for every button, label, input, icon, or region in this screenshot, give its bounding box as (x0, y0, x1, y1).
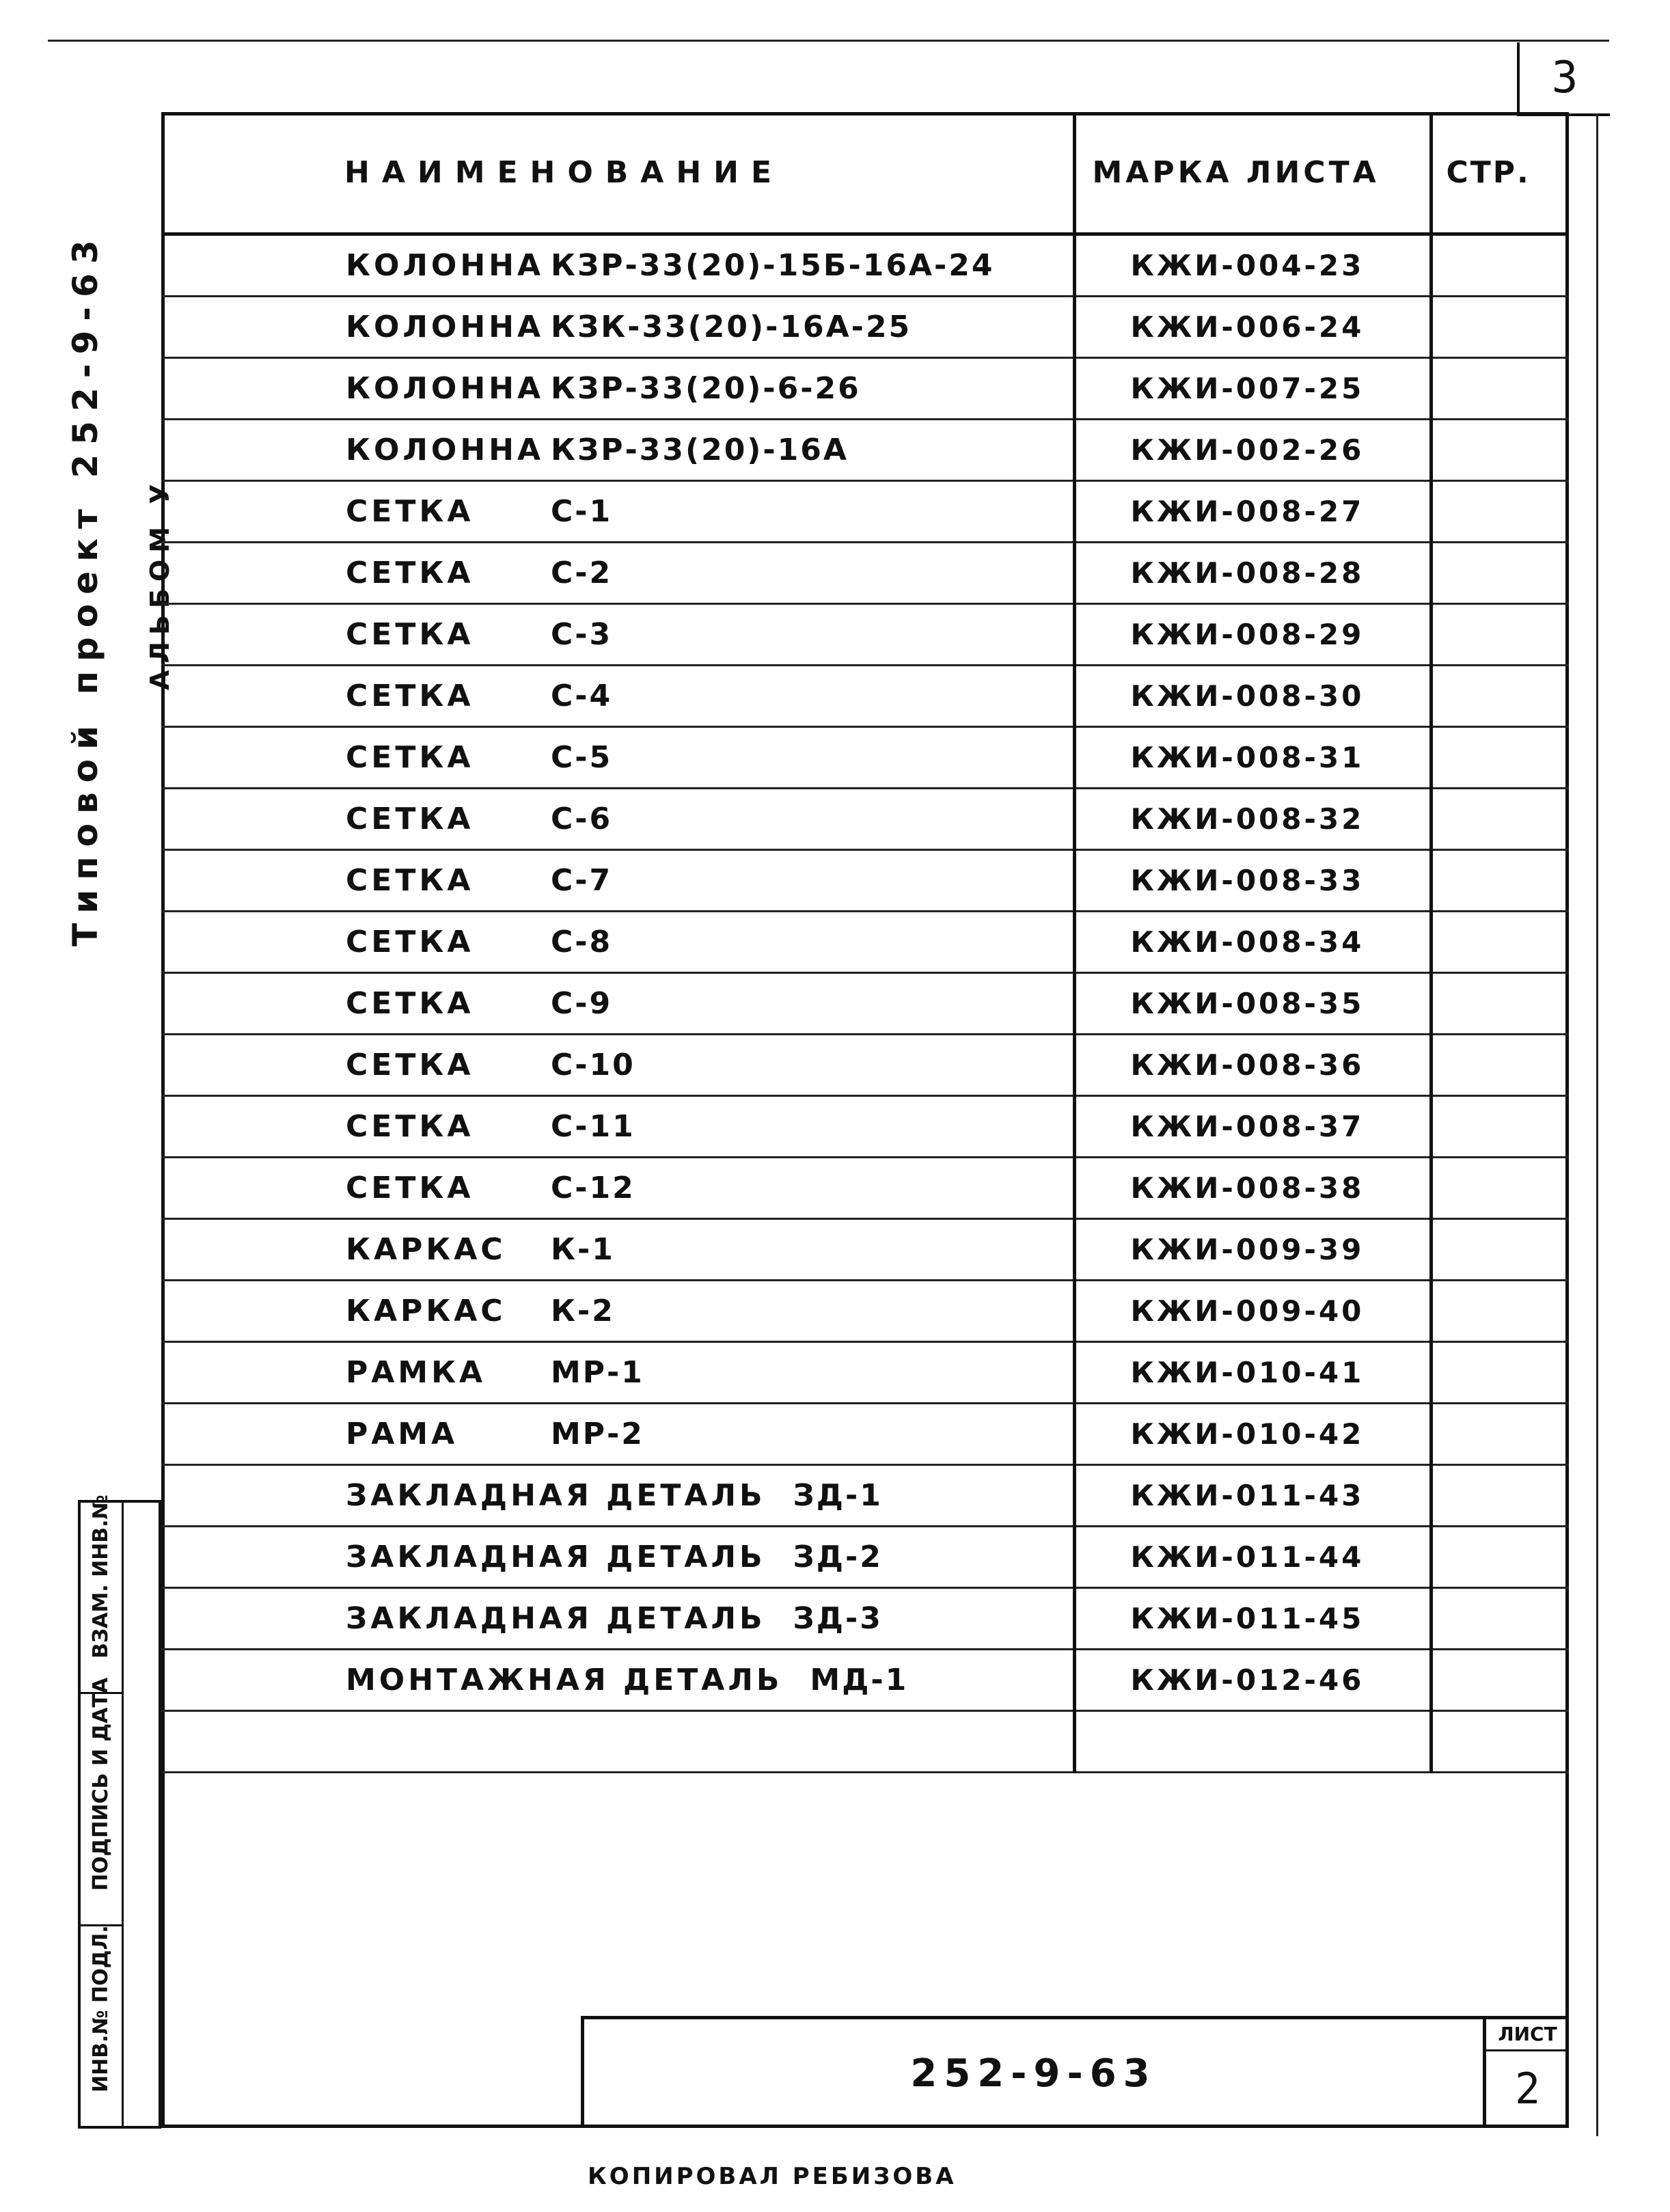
title-block-sheet (1483, 2019, 1569, 2128)
header-mark: МАРКА ЛИСТА (1074, 112, 1431, 234)
page-cell (1431, 543, 1569, 604)
item-type: СЕТКА (346, 556, 474, 590)
title-block (581, 2016, 1569, 2128)
sheet-mark: КЖИ-008-37 (1074, 1096, 1431, 1158)
table-row (161, 604, 1569, 666)
item-code: МР-1 (551, 1355, 644, 1390)
row-name-cell (161, 973, 1074, 1035)
stamp-inv-repl-label: ВЗАМ. ИНВ.№ (89, 1494, 113, 1658)
row-name-cell (161, 543, 1074, 604)
row-name-cell (161, 358, 1074, 420)
item-type: СЕТКА (346, 1048, 474, 1082)
item-code: КЗР-33(20)-15Б-16А-24 (551, 248, 995, 283)
stamp-cell-sign-date (81, 1677, 122, 1926)
item-code: С-3 (551, 617, 613, 652)
item-type: КАРКАС (346, 1294, 506, 1328)
side-album-label: АЛЬБОМ У (145, 477, 175, 690)
sheet-mark: КЖИ-010-42 (1074, 1404, 1431, 1465)
row-name-cell (161, 604, 1074, 666)
row-name-cell (161, 1219, 1074, 1281)
page-cell (1431, 912, 1569, 973)
stamp-divider (122, 1503, 124, 2126)
item-type: ЗАКЛАДНАЯ ДЕТАЛЬ (346, 1540, 766, 1574)
table-row (161, 543, 1569, 604)
item-type: КОЛОННА (346, 433, 545, 467)
sheet-mark: КЖИ-008-36 (1074, 1035, 1431, 1096)
page-cell (1431, 481, 1569, 543)
sheet-mark: КЖИ-004-23 (1074, 234, 1431, 297)
page-cell (1431, 850, 1569, 912)
table-row (161, 727, 1569, 789)
item-type: РАМКА (346, 1355, 487, 1390)
table-row (161, 1342, 1569, 1404)
item-type: СЕТКА (346, 679, 474, 713)
item-code: К-2 (551, 1294, 615, 1328)
table-row (161, 850, 1569, 912)
sheet-mark: КЖИ-008-30 (1074, 666, 1431, 727)
row-name-cell (161, 1527, 1074, 1588)
item-type: СЕТКА (346, 925, 474, 959)
item-code: С-9 (551, 986, 613, 1021)
item-code: С-6 (551, 802, 613, 836)
stamp-cell-inv-orig (81, 1926, 122, 2126)
table-row (161, 1527, 1569, 1588)
row-name-cell (161, 912, 1074, 973)
item-type: СЕТКА (346, 863, 474, 898)
item-code: МД-1 (810, 1663, 909, 1697)
table-row (161, 358, 1569, 420)
table-row (161, 481, 1569, 543)
table-row (161, 1588, 1569, 1650)
sheet-mark: КЖИ-012-46 (1074, 1650, 1431, 1711)
table-row (161, 420, 1569, 481)
page-cell (1431, 789, 1569, 850)
table-row (161, 666, 1569, 727)
item-code: С-1 (551, 494, 613, 529)
sheet-mark: КЖИ-008-38 (1074, 1158, 1431, 1219)
item-type: КОЛОННА (346, 248, 545, 283)
item-type: МОНТАЖНАЯ ДЕТАЛЬ (346, 1663, 783, 1697)
row-name-cell (161, 727, 1074, 789)
table-row (161, 234, 1569, 297)
page-cell (1431, 1711, 1569, 1773)
table-row (161, 297, 1569, 358)
table-row (161, 912, 1569, 973)
sheet-mark: КЖИ-011-43 (1074, 1465, 1431, 1527)
item-type: КАРКАС (346, 1232, 506, 1267)
page-cell (1431, 234, 1569, 297)
row-name-cell (161, 234, 1074, 297)
corner-page-number: 3 (1517, 42, 1610, 116)
page-cell (1431, 420, 1569, 481)
sheet-mark: КЖИ-007-25 (1074, 358, 1431, 420)
page-cell (1431, 358, 1569, 420)
sheet-mark: КЖИ-008-27 (1074, 481, 1431, 543)
item-type: СЕТКА (346, 740, 474, 775)
item-code: КЗР-33(20)-16А (551, 433, 849, 467)
approval-stamp-strip (78, 1494, 161, 2129)
sheet-mark: КЖИ-008-33 (1074, 850, 1431, 912)
row-name-cell (161, 1035, 1074, 1096)
sheet-mark: КЖИ-002-26 (1074, 420, 1431, 481)
row-name-cell (161, 1588, 1074, 1650)
item-code: С-10 (551, 1048, 635, 1082)
sheet-mark: КЖИ-008-35 (1074, 973, 1431, 1035)
row-name-cell (161, 1342, 1074, 1404)
header-name: НАИМЕНОВАНИЕ (161, 112, 1074, 234)
item-type: РАМА (346, 1417, 458, 1451)
table-row (161, 1035, 1569, 1096)
row-name-cell (161, 850, 1074, 912)
row-name-cell (161, 1711, 1074, 1773)
row-name-cell (161, 1158, 1074, 1219)
table-row (161, 1404, 1569, 1465)
item-code: КЗК-33(20)-16А-25 (551, 310, 912, 344)
item-code: С-5 (551, 740, 613, 775)
item-code: С-2 (551, 556, 613, 590)
page-cell (1431, 1527, 1569, 1588)
side-project-label: Типовой проект 252-9-63 (66, 230, 105, 946)
table-row (161, 1281, 1569, 1342)
row-name-cell (161, 297, 1074, 358)
page-cell (1431, 297, 1569, 358)
row-name-cell (161, 666, 1074, 727)
sheet-mark: КЖИ-008-28 (1074, 543, 1431, 604)
page-cell (1431, 1096, 1569, 1158)
item-code: С-11 (551, 1109, 635, 1144)
item-code: МР-2 (551, 1417, 644, 1451)
sheet-mark: КЖИ-008-32 (1074, 789, 1431, 850)
item-type: СЕТКА (346, 617, 474, 652)
table-row (161, 789, 1569, 850)
sheet-mark: КЖИ-011-45 (1074, 1588, 1431, 1650)
table-row (161, 1711, 1569, 1773)
row-name-cell (161, 1465, 1074, 1527)
item-code: С-8 (551, 925, 613, 959)
page-cell (1431, 1404, 1569, 1465)
table-row (161, 1465, 1569, 1527)
table-row (161, 1650, 1569, 1711)
item-type: СЕТКА (346, 494, 474, 529)
item-code: С-4 (551, 679, 613, 713)
table-row (161, 1219, 1569, 1281)
row-name-cell (161, 1650, 1074, 1711)
item-type: ЗАКЛАДНАЯ ДЕТАЛЬ (346, 1601, 766, 1636)
item-code: ЗД-2 (793, 1540, 883, 1574)
page-cell (1431, 1158, 1569, 1219)
page-cell (1431, 1588, 1569, 1650)
table-row (161, 1158, 1569, 1219)
item-type: ЗАКЛАДНАЯ ДЕТАЛЬ (346, 1478, 766, 1513)
item-code: ЗД-1 (793, 1478, 883, 1513)
item-type: СЕТКА (346, 802, 474, 836)
top-rule (48, 40, 1609, 42)
sheet-mark: КЖИ-010-41 (1074, 1342, 1431, 1404)
title-block-code: 252-9-63 (910, 2051, 1157, 2096)
item-code: КЗР-33(20)-6-26 (551, 371, 861, 406)
item-type: КОЛОННА (346, 371, 545, 406)
item-code: ЗД-3 (793, 1601, 883, 1636)
page-cell (1431, 1342, 1569, 1404)
item-type: СЕТКА (346, 1171, 474, 1205)
sheet-mark: КЖИ-011-44 (1074, 1527, 1431, 1588)
item-type: СЕТКА (346, 986, 474, 1021)
page-cell (1431, 1035, 1569, 1096)
sheet-label: ЛИСТ (1486, 2019, 1569, 2051)
sheet-mark: КЖИ-009-40 (1074, 1281, 1431, 1342)
copyist-note: КОПИРОВАЛ РЕБИЗОВА (588, 2163, 957, 2190)
page-cell (1431, 727, 1569, 789)
sheet-mark: КЖИ-008-31 (1074, 727, 1431, 789)
item-code: К-1 (551, 1232, 615, 1267)
sheet-list-table (161, 112, 1569, 1773)
item-type: КОЛОННА (346, 310, 545, 344)
row-name-cell (161, 481, 1074, 543)
stamp-inv-orig-label: ИНВ.№ ПОДЛ. (89, 1925, 113, 2092)
page-cell (1431, 604, 1569, 666)
row-name-cell (161, 420, 1074, 481)
page-cell (1431, 1465, 1569, 1527)
sheet-mark (1074, 1711, 1431, 1773)
right-rule (1596, 113, 1598, 2136)
item-code: С-7 (551, 863, 613, 898)
sheet-mark: КЖИ-008-34 (1074, 912, 1431, 973)
stamp-sign-date-label: ПОДПИСЬ И ДАТА (89, 1677, 113, 1891)
row-name-cell (161, 1096, 1074, 1158)
page-cell (1431, 1219, 1569, 1281)
item-type: СЕТКА (346, 1109, 474, 1144)
header-page: СТР. (1431, 112, 1569, 234)
item-code: С-12 (551, 1171, 635, 1205)
page-cell (1431, 973, 1569, 1035)
row-name-cell (161, 1281, 1074, 1342)
table-row (161, 973, 1569, 1035)
sheet-mark: КЖИ-008-29 (1074, 604, 1431, 666)
table-row (161, 1096, 1569, 1158)
sheet-mark: КЖИ-009-39 (1074, 1219, 1431, 1281)
table-header-row (161, 112, 1569, 234)
sheet-number: 2 (1514, 2064, 1541, 2114)
page-cell (1431, 666, 1569, 727)
stamp-cell-inv-repl (81, 1494, 122, 1694)
page-cell (1431, 1650, 1569, 1711)
row-name-cell (161, 1404, 1074, 1465)
page-cell (1431, 1281, 1569, 1342)
row-name-cell (161, 789, 1074, 850)
sheet-mark: КЖИ-006-24 (1074, 297, 1431, 358)
